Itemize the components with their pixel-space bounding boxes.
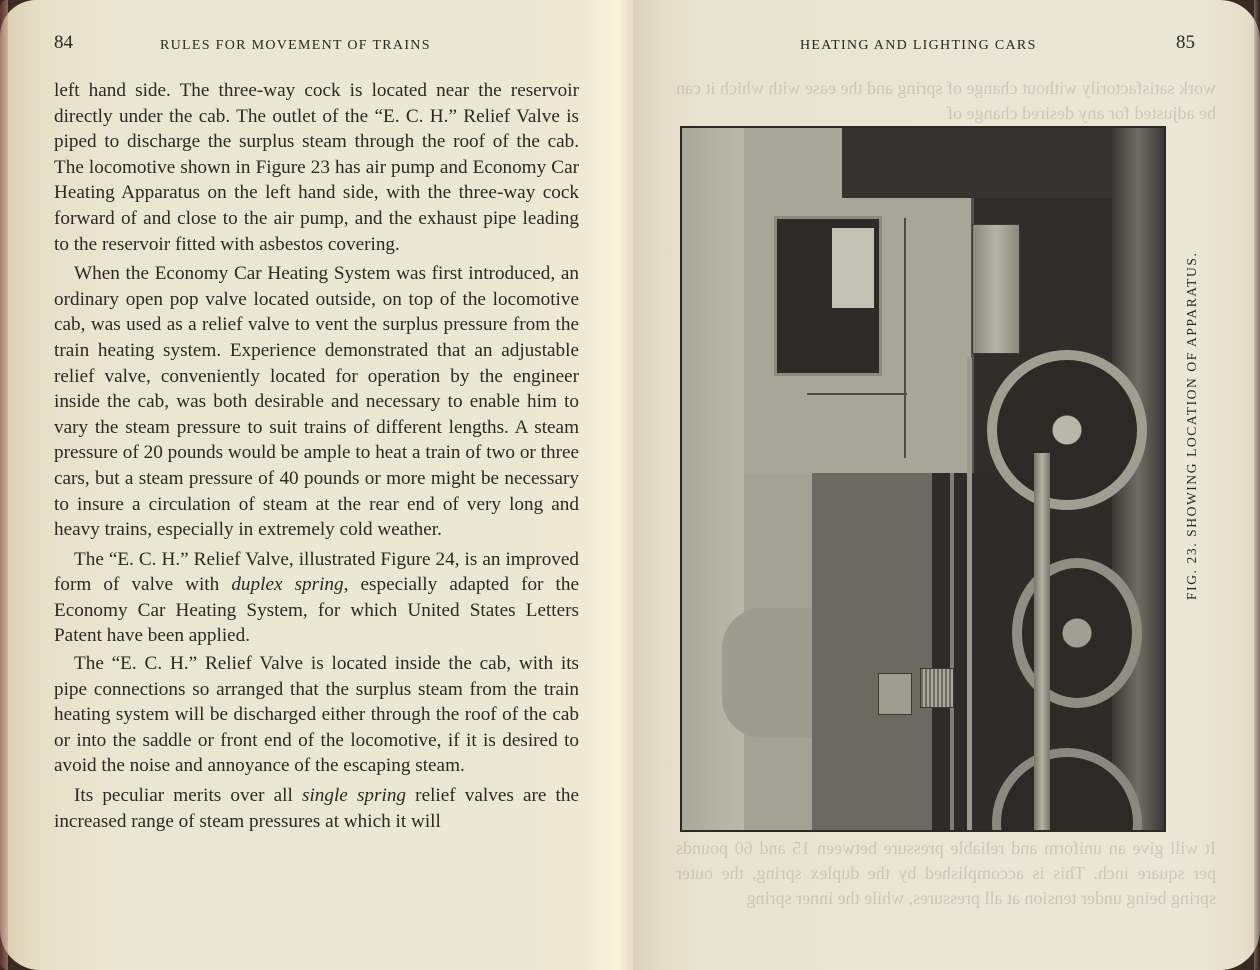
paragraph-5-before: Its peculiar merits over all: [74, 785, 302, 807]
paragraph-3-after: , especially adapted for the Economy Car Heating System, for which United States Letters Patent have been applied.: [54, 574, 579, 647]
show-through-text-bottom: It will give an uniform and reliable pressure between 15 and 60 pounds per square inch. This is accomplished by the duplex spring, the outer spring being under tension at all pressures, while the inner spring: [676, 838, 1216, 908]
page-number-right: 85: [1176, 32, 1195, 53]
page-edge-right: [1254, 0, 1260, 970]
paragraph-3: [54, 547, 579, 649]
figure-caption: FIG. 23. SHOWING LOCATION OF APPARATUS.: [1184, 251, 1199, 600]
paragraph-1: left hand side. The three-way cock is located near the reservoir directly under the cab. The outlet of the “E. C. H.” Relief Valve is piped to discharge the surplus steam through the roof of the cab. The locomotive shown in Figure 23 has air pump and Economy Car Heating Apparatus on the left hand side, with the three-way cock forward of and close to the air pump, and the exhaust pipe leading to the reservoir fitted with asbestos covering.: [54, 80, 579, 255]
left-page-body: [54, 78, 579, 834]
paragraph-4: The “E. C. H.” Relief Valve is located inside the cab, with its pipe connections so arranged that the surplus steam from the train heating system will be discharged either through the roof of the cab or into the saddle or front end of the locomotive, if it is desired to avoid the noise and annoyance of the escaping steam.: [54, 653, 579, 777]
figure-23-photo: [680, 126, 1166, 832]
paragraph-5: [54, 783, 579, 834]
paragraph-5-italic: single spring: [301, 785, 407, 807]
page-edge-left: [0, 0, 8, 970]
paragraph-5-after: relief valves are the increased range of steam pressures at which it will: [54, 785, 579, 832]
page-number-left: 84: [54, 32, 73, 53]
paragraph-3-before: The “E. C. H.” Relief Valve, illustrated Figure 24, is an improved form of valve with: [54, 548, 579, 596]
paragraph-2: When the Economy Car Heating System was first introduced, an ordinary open pop valve located outside, on top of the locomotive cab, was used as a relief valve to vent the surplus pressure from the train heating system. Experience demonstrated that an adjustable relief valve, conveniently located for operation by the engineer inside the cab, was both desirable and necessary to enable him to vary the steam pressure to suit trains of different lengths. A steam pressure of 20 pounds would be ample to heat a train of two or three cars, but a steam pressure of 40 pounds or more might be necessary to insure a circulation of steam at the rear end of very long and heavy trains, especially in extremely cold weather.: [54, 263, 579, 541]
paragraph-3-italic: duplex spring: [231, 574, 344, 596]
running-head-right: HEATING AND LIGHTING CARS: [800, 38, 1037, 53]
running-head-left: RULES FOR MOVEMENT OF TRAINS: [160, 38, 431, 53]
show-through-text-top: work satisfactorily without change of spring and the ease with which it can be adjusted for any desired change of: [676, 78, 1216, 123]
